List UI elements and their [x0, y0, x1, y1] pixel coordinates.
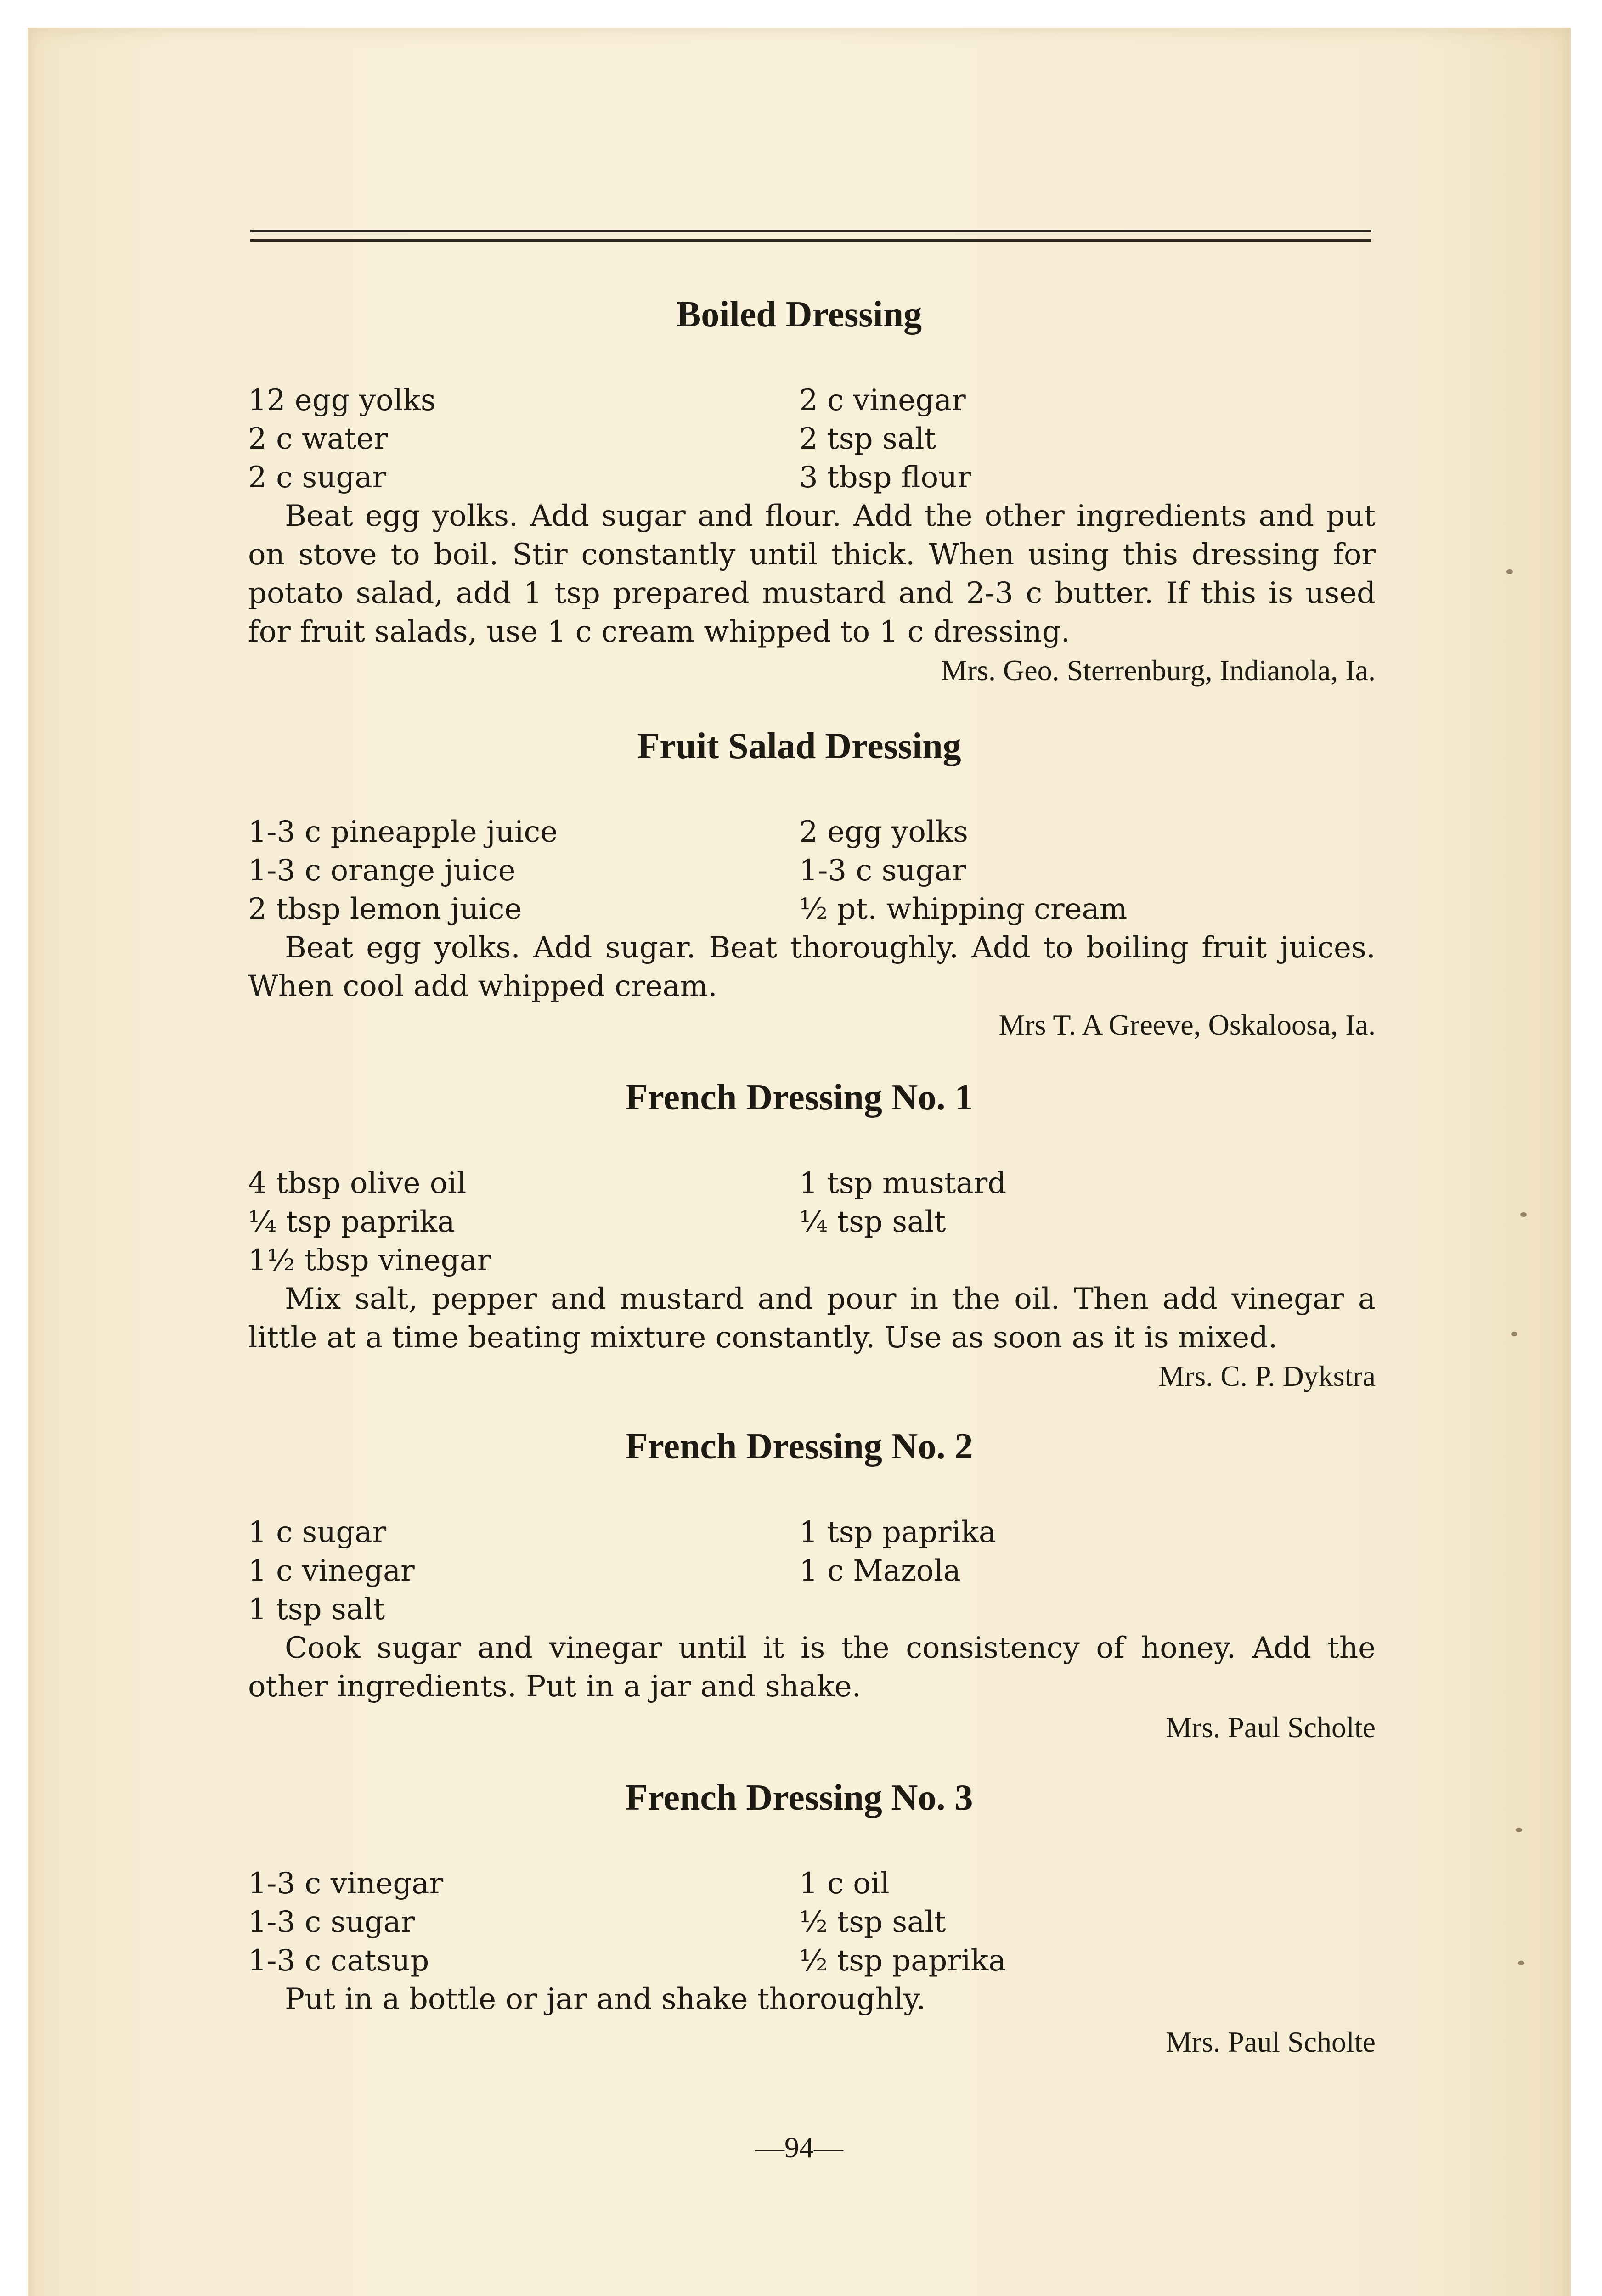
ingredient: ½ tsp salt	[799, 1905, 946, 1939]
ingredients-right	[799, 381, 971, 497]
recipe-credit: Mrs T. A Greeve, Oskaloosa, Ia.	[998, 1008, 1376, 1041]
ingredient: 1 c Mazola	[799, 1554, 961, 1588]
recipe-directions: Cook sugar and vinegar until it is the consistency of honey. Add the other ingredients. Put in a jar and shake.	[248, 1631, 1376, 1704]
ingredient: ¼ tsp salt	[799, 1205, 946, 1239]
ingredient: 1-3 c sugar	[248, 1905, 415, 1939]
ingredient: 2 c water	[248, 422, 388, 456]
recipe-credit: Mrs. Paul Scholte	[1166, 2026, 1376, 2058]
ingredient: 4 tbsp olive oil	[248, 1166, 467, 1200]
header-rule-top	[250, 230, 1371, 232]
recipe-title: Boiled Dressing	[676, 294, 922, 335]
paper-speck	[1516, 1828, 1522, 1832]
ingredient: 2 egg yolks	[799, 815, 968, 849]
ingredients-left	[248, 1164, 491, 1280]
ingredient: 1 tsp paprika	[799, 1515, 997, 1549]
ingredient: ½ pt. whipping cream	[799, 892, 1128, 926]
book-page	[28, 28, 1571, 2296]
ingredient: 1-3 c orange juice	[248, 854, 516, 888]
paper-speck	[1506, 569, 1513, 574]
ingredient: 1-3 c sugar	[799, 854, 966, 888]
page-number: —94—	[755, 2131, 843, 2164]
ingredients-right	[799, 813, 1127, 929]
recipe-title: French Dressing No. 1	[625, 1077, 973, 1118]
ingredients-left	[248, 813, 558, 929]
ingredient: ¼ tsp paprika	[248, 1205, 455, 1239]
ingredient: 1-3 c catsup	[248, 1944, 429, 1978]
recipe-title: French Dressing No. 3	[625, 1778, 973, 1818]
recipe-title: Fruit Salad Dressing	[637, 726, 961, 766]
paper-speck	[1520, 1212, 1527, 1217]
ingredient: 1 tsp salt	[248, 1593, 385, 1626]
ingredient: ½ tsp paprika	[799, 1944, 1006, 1978]
ingredient: 2 tbsp lemon juice	[248, 892, 522, 926]
ingredients-right	[799, 1864, 1006, 1980]
ingredient: 1 tsp mustard	[799, 1166, 1007, 1200]
ingredients-left	[248, 1513, 415, 1629]
ingredient: 3 tbsp flour	[799, 461, 971, 495]
ingredients-left	[248, 1864, 443, 1980]
ingredient: 1-3 c vinegar	[248, 1867, 444, 1901]
ingredient: 1-3 c pineapple juice	[248, 815, 558, 849]
recipe-directions: Mix salt, pepper and mustard and pour in the oil. Then add vinegar a little at a time beating mixture constantly. Use as soon as it is mixed.	[248, 1282, 1376, 1355]
ingredients-left	[248, 381, 436, 497]
header-rule-bottom	[250, 239, 1371, 242]
paper-speck	[1518, 1961, 1524, 1965]
ingredient: 1½ tbsp vinegar	[248, 1244, 491, 1277]
recipe-directions: Put in a bottle or jar and shake thoroughly.	[285, 1982, 926, 2016]
ingredients-right	[799, 1164, 1006, 1241]
recipe-title: French Dressing No. 2	[625, 1426, 973, 1467]
ingredient: 1 c oil	[799, 1867, 890, 1901]
recipe-directions: Beat egg yolks. Add sugar and flour. Add the other ingredients and put on stove to boil. Stir constantly until thick. When using this dressing for potato salad, add 1 tsp prepared mustard and 2-3 c butter. If this is used for fruit salads, use 1 c cream whipped to 1 c dressing.	[248, 499, 1376, 649]
recipe-directions: Beat egg yolks. Add sugar. Beat thoroughly. Add to boiling fruit juices. When cool add whipped cream.	[248, 931, 1376, 1003]
ingredient: 2 tsp salt	[799, 422, 936, 456]
ingredient: 12 egg yolks	[248, 383, 436, 417]
ingredient: 2 c sugar	[248, 461, 387, 495]
recipe-credit: Mrs. Paul Scholte	[1166, 1711, 1376, 1744]
ingredient: 1 c sugar	[248, 1515, 387, 1549]
recipe-credit: Mrs. C. P. Dykstra	[1158, 1360, 1376, 1392]
paper-speck	[1511, 1332, 1517, 1336]
recipe-credit: Mrs. Geo. Sterrenburg, Indianola, Ia.	[941, 654, 1376, 687]
ingredient: 2 c vinegar	[799, 383, 966, 417]
ingredients-right	[799, 1513, 996, 1590]
ingredient: 1 c vinegar	[248, 1554, 415, 1588]
